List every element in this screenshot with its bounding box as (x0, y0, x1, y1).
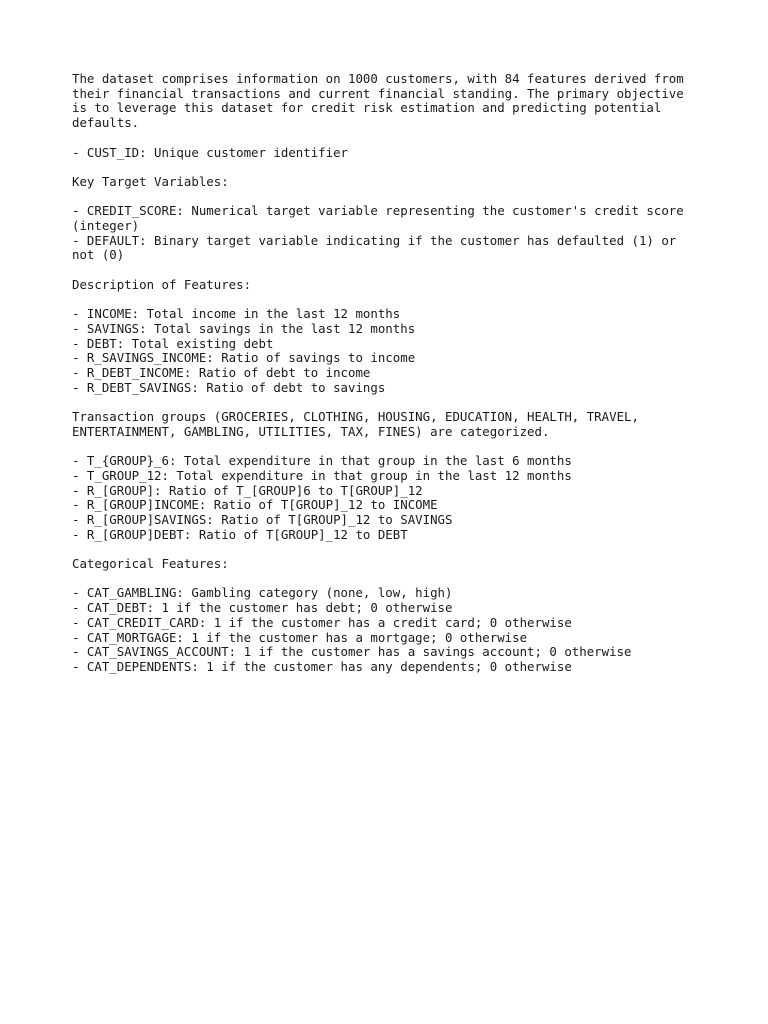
cust-id-item: - CUST_ID: Unique customer identifier (72, 144, 349, 160)
transaction-groups-paragraph: Transaction groups (GROCERIES, CLOTHING, HOUSING, EDUCATION, HEALTH, TRAVEL, ENTERTAINMENT, GAMBLING, UTILITIES, TAX, FINES) are categorized. (72, 409, 639, 439)
list-item: - CAT_MORTGAGE: 1 if the customer has a mortgage; 0 otherwise (72, 629, 528, 645)
list-item: - T_GROUP_12: Total expenditure in that group in the last 12 months (72, 467, 572, 483)
list-item: - SAVINGS: Total savings in the last 12 months (72, 320, 416, 336)
intro-section (72, 72, 702, 131)
list-item: - T_{GROUP}_6: Total expenditure in that group in the last 6 months (72, 453, 572, 469)
list-item: - R_DEBT_INCOME: Ratio of debt to income (72, 364, 371, 380)
list-item: - R_[GROUP]INCOME: Ratio of T[GROUP]_12 to INCOME (72, 497, 438, 513)
list-item: - CAT_GAMBLING: Gambling category (none, low, high) (72, 585, 453, 601)
list-item: - CAT_DEBT: 1 if the customer has debt; 0 otherwise (72, 600, 453, 616)
document-page (72, 72, 702, 689)
list-item: - R_DEBT_SAVINGS: Ratio of debt to savings (72, 379, 386, 395)
categorical-heading-block (72, 557, 702, 572)
list-item: - CAT_DEPENDENTS: 1 if the customer has any dependents; 0 otherwise (72, 658, 572, 674)
list-item: - R_SAVINGS_INCOME: Ratio of savings to income (72, 350, 416, 366)
list-item: - R_[GROUP]DEBT: Ratio of T[GROUP]_12 to DEBT (72, 526, 408, 542)
list-item: - CAT_SAVINGS_ACCOUNT: 1 if the customer has a savings account; 0 otherwise (72, 644, 632, 660)
key-targets-list (72, 204, 702, 263)
intro-paragraph: The dataset comprises information on 1000 customers, with 84 features derived from their financial transactions and current financial standing. The primary objective is to leverage this dataset for credit risk estimation and predicting potential defaults. (72, 71, 684, 131)
list-item: - DEFAULT: Binary target variable indicating if the customer has defaulted (1) or not (0) (72, 232, 677, 263)
key-targets-heading: Key Target Variables: (72, 173, 229, 189)
transaction-groups-intro (72, 410, 702, 439)
categorical-list (72, 586, 702, 674)
list-item: - CAT_CREDIT_CARD: 1 if the customer has a credit card; 0 otherwise (72, 614, 572, 630)
features-heading-block (72, 278, 702, 293)
list-item: - CREDIT_SCORE: Numerical target variable representing the customer's credit score (integer) (72, 203, 684, 233)
transaction-groups-list (72, 454, 702, 542)
cust-id-section (72, 146, 702, 161)
list-item: - INCOME: Total income in the last 12 months (72, 306, 401, 322)
categorical-heading: Categorical Features: (72, 556, 229, 572)
features-list (72, 307, 702, 395)
key-targets-heading-block (72, 175, 702, 190)
list-item: - DEBT: Total existing debt (72, 335, 274, 351)
list-item: - R_[GROUP]SAVINGS: Ratio of T[GROUP]_12 to SAVINGS (72, 511, 453, 527)
list-item: - R_[GROUP]: Ratio of T_[GROUP]6 to T[GROUP]_12 (72, 482, 423, 498)
features-heading: Description of Features: (72, 276, 252, 292)
